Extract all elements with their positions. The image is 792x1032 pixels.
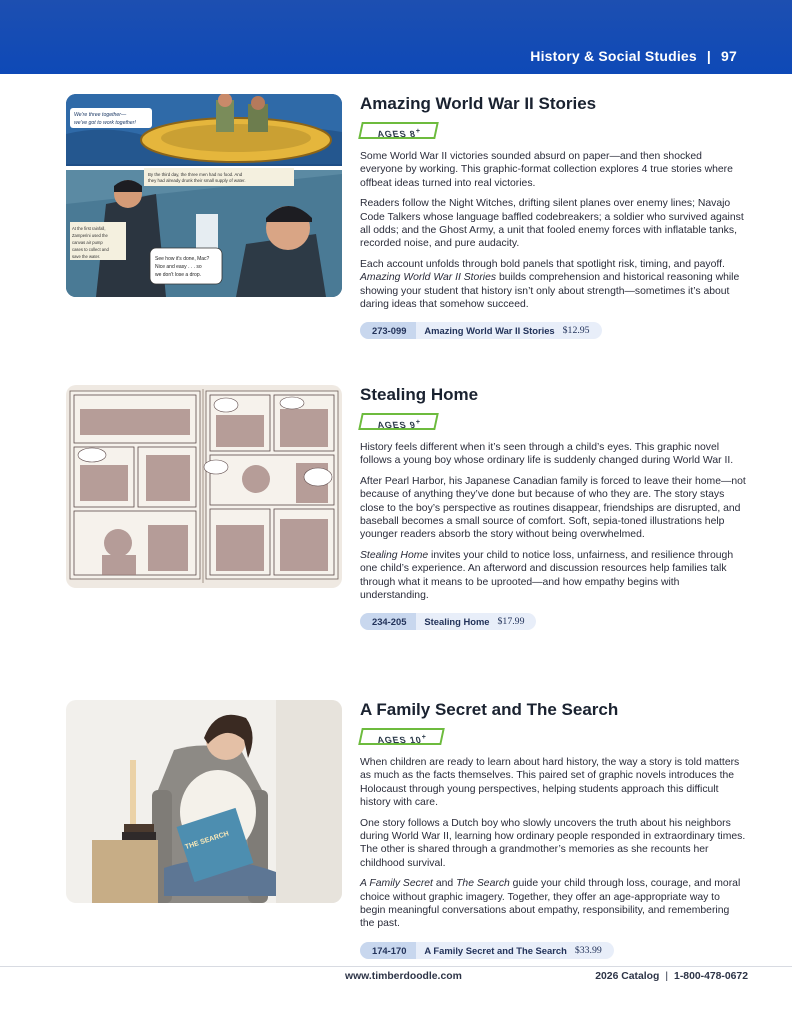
- book-cover-title: THE SEARCH: [184, 830, 230, 852]
- comic-spread-illustration: [66, 385, 342, 588]
- age-plus: +: [421, 734, 427, 741]
- section-title: History & Social Studies: [530, 48, 697, 64]
- footer-catalog: 2026 Catalog: [595, 971, 660, 982]
- description-paragraph: Some World War II victories sounded absurd on paper—and then shocked everyone by working. This graphic-format collection explores 4 true stories where offbeat ideas turned into real victories.: [360, 151, 733, 189]
- header-divider: |: [706, 48, 712, 64]
- product-image-comic-raft: [66, 94, 342, 297]
- age-plus: +: [415, 419, 421, 426]
- description-paragraph: When children are ready to learn about hard history, the way a story is told matters as much as the facts themselves. This paired set of graphic novels introduces the Holocaust through young perspectives, helping students approach this difficult history with care.: [360, 757, 740, 809]
- age-label: AGES 8: [376, 129, 417, 139]
- title-reference: A Family Secret: [360, 878, 433, 890]
- svg-text:they had already drunk their s: they had already drunk their small supply of water.: [148, 178, 246, 183]
- sku-number: 174-170: [360, 942, 416, 959]
- age-plus: +: [415, 128, 421, 135]
- age-label: AGES 9: [376, 420, 417, 430]
- description-paragraph: History feels different when it’s seen through a child’s eyes. This graphic novel follows a young boy whose ordinary life is suddenly changed during World War II.: [360, 442, 734, 467]
- comic-caption-top: We're three together—: [74, 112, 127, 118]
- reading-photo: [66, 700, 342, 903]
- page-number: 97: [721, 48, 737, 64]
- product-title: Stealing Home: [360, 385, 479, 404]
- footer-catalog-info: [595, 971, 748, 982]
- title-reference: Amazing World War II Stories: [360, 272, 497, 284]
- footer-divider-pipe: |: [665, 971, 669, 982]
- price: $17.99: [497, 616, 525, 628]
- order-pill[interactable]: [360, 322, 602, 339]
- description-paragraph: One story follows a Dutch boy who slowly uncovers the truth about his neighbors during World War II, learning how ordinary people responded in extraordinary times. The other is shared through a grandmother’s memories as she recounts her childhood survival.: [360, 817, 746, 869]
- description-paragraph: Readers follow the Night Witches, drifting silent planes over enemy lines; Navajo Code Talkers whose language baffled codebreakers; a soldier who survived against all odds; and the Ghost Army, a unit that fooled enemy forces with inflatable tanks, recorded noise, and pure audacity.: [360, 198, 744, 250]
- footer-url[interactable]: www.timberdoodle.com: [345, 971, 462, 982]
- comic-caption-left: At the first rainfall,: [72, 226, 106, 231]
- title-reference: Stealing Home: [360, 549, 429, 561]
- svg-text:Nice and easy . . . so: Nice and easy . . . so: [155, 264, 202, 270]
- age-badge: [358, 728, 445, 745]
- product-image-comic-pages: [66, 385, 342, 588]
- description-paragraph: A Family Secret and The Search guide your child through loss, courage, and moral choice without graphic imagery. Together, they offer an age-appropriate way to begin meaningful conversations about empathy, responsibility, and remembering the past.: [360, 878, 741, 930]
- description-paragraph: Stealing Home invites your child to notice loss, unfairness, and resilience through one child’s experience. An afterword and discussion resources help families talk through what it means to be uprooted—and how empathy begins with understanding.: [360, 549, 734, 602]
- description-paragraph: After Pearl Harbor, his Japanese Canadian family is forced to leave their home—not because of anything they’ve done but because of who they are. The story stays close to the boy’s perspective as routines disappear, friendships are disrupted, and baseball becomes a small source of comfort. Soft, sepia-toned illustrations help younger readers absorb the story without being overwhelmed.: [360, 475, 746, 541]
- age-label: AGES 10: [376, 735, 423, 745]
- title-reference: The Search: [456, 878, 510, 890]
- footer-phone: 1-800-478-0672: [674, 971, 748, 982]
- svg-text:Zamperini used the: Zamperini used the: [72, 233, 108, 238]
- page-section-label: [530, 48, 737, 64]
- svg-text:we don't lose a drop.: we don't lose a drop.: [155, 272, 201, 278]
- svg-text:cases to collect and: cases to collect and: [72, 247, 109, 252]
- product-title: Amazing World War II Stories: [360, 94, 597, 113]
- sku-number: 273-099: [360, 322, 416, 339]
- age-badge: [358, 413, 439, 430]
- product-text: [360, 700, 746, 959]
- product-title: A Family Secret and The Search: [360, 700, 619, 719]
- product-text: [360, 385, 746, 630]
- comic-speech: See how it's done, Mac?: [155, 256, 210, 262]
- description-paragraph: Each account unfolds through bold panels that spotlight risk, timing, and payoff. Amazing World War II Stories builds comprehension and historical reasoning while showing your student that history isn’t only about strength—sometimes it’s about daring ideas that somehow succeed.: [360, 258, 740, 311]
- footer-divider: [0, 966, 792, 967]
- svg-text:canvas air pump: canvas air pump: [72, 240, 103, 245]
- age-badge: [358, 122, 439, 139]
- price: $12.95: [562, 325, 590, 337]
- svg-text:we've got to work together!: we've got to work together!: [74, 120, 136, 126]
- order-item-name: Amazing World War II Stories: [424, 325, 555, 337]
- price: $33.99: [574, 944, 602, 956]
- svg-text:save the water.: save the water.: [72, 254, 101, 259]
- comic-caption-mid: By the third day, the three men had no food. And: [148, 172, 243, 177]
- comic-illustration: [66, 94, 342, 297]
- product-image-reader-photo: [66, 700, 342, 903]
- page-header: [0, 0, 792, 74]
- order-pill[interactable]: [360, 613, 536, 630]
- order-item-name: A Family Secret and The Search: [424, 944, 567, 956]
- order-item-name: Stealing Home: [424, 616, 490, 628]
- product-text: [360, 94, 746, 339]
- order-pill[interactable]: [360, 942, 614, 959]
- sku-number: 234-205: [360, 613, 416, 630]
